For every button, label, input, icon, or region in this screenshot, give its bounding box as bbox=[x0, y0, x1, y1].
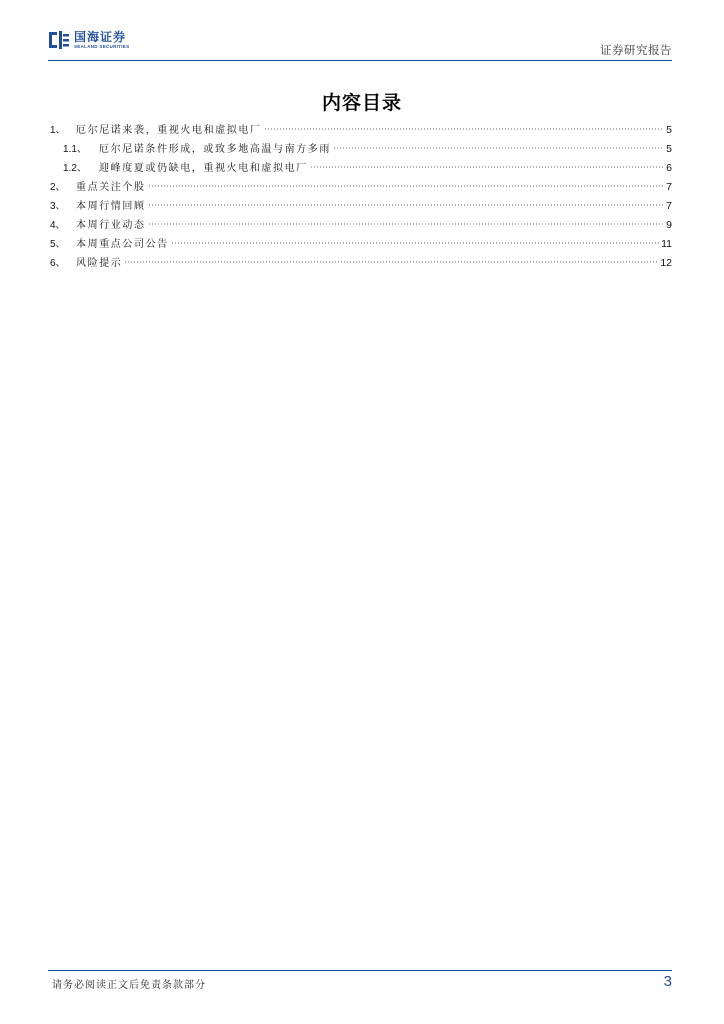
toc-entry-title: 本周重点公司公告 bbox=[76, 239, 169, 250]
toc-leader-dots bbox=[264, 128, 665, 130]
toc-entry-title: 本周行情回顾 bbox=[76, 201, 146, 212]
company-logo bbox=[48, 30, 129, 50]
toc-entry[interactable] bbox=[50, 216, 672, 235]
toc-entry-number: 5、 bbox=[50, 239, 66, 250]
toc-entry-title: 迎峰度夏或仍缺电，重视火电和虚拟电厂 bbox=[99, 163, 308, 174]
toc-leader-dots bbox=[124, 261, 658, 263]
toc-entry-number: 3、 bbox=[50, 201, 66, 212]
toc-entry[interactable] bbox=[50, 235, 672, 254]
toc-leader-dots bbox=[310, 166, 664, 168]
toc-entry-page: 7 bbox=[666, 181, 672, 193]
toc-entry-number: 1.2、 bbox=[63, 163, 87, 174]
toc-leader-dots bbox=[333, 147, 664, 149]
table-of-contents bbox=[50, 121, 672, 273]
toc-entry[interactable] bbox=[50, 197, 672, 216]
toc-entry-title: 重点关注个股 bbox=[76, 182, 146, 193]
toc-entry-number: 2、 bbox=[50, 182, 66, 193]
disclaimer-note: 请务必阅读正文后免责条款部分 bbox=[52, 980, 206, 991]
toc-leader-dots bbox=[171, 242, 659, 244]
page-footer bbox=[48, 970, 672, 995]
toc-subentry[interactable] bbox=[50, 140, 672, 159]
toc-entry-page: 5 bbox=[666, 143, 672, 155]
toc-entry-number: 1、 bbox=[50, 125, 66, 136]
toc-entry-title: 本周行业动态 bbox=[76, 220, 146, 231]
toc-entry[interactable] bbox=[50, 254, 672, 273]
logo-chinese-name: 国海证券 bbox=[74, 29, 127, 44]
sealand-logo-icon bbox=[48, 30, 70, 50]
toc-entry-number: 6、 bbox=[50, 258, 66, 269]
report-type-label: 证券研究报告 bbox=[600, 43, 672, 57]
toc-entry-title: 厄尔尼诺来袭，重视火电和虚拟电厂 bbox=[76, 125, 262, 136]
toc-entry-page: 12 bbox=[660, 257, 672, 269]
toc-entry-number: 4、 bbox=[50, 220, 66, 231]
toc-title: 内容目录 bbox=[321, 92, 402, 114]
toc-leader-dots bbox=[148, 185, 665, 187]
toc-entry-title: 风险提示 bbox=[76, 258, 123, 269]
page-header bbox=[48, 30, 672, 61]
toc-leader-dots bbox=[148, 223, 665, 225]
toc-subentry[interactable] bbox=[50, 159, 672, 178]
toc-leader-dots bbox=[148, 204, 665, 206]
toc-entry-title: 厄尔尼诺条件形成，或致多地高温与南方多雨 bbox=[99, 144, 331, 155]
toc-entry-number: 1.1、 bbox=[63, 144, 87, 155]
toc-entry[interactable] bbox=[50, 121, 672, 140]
toc-entry-page: 7 bbox=[666, 200, 672, 212]
toc-entry-page: 5 bbox=[666, 124, 672, 136]
toc-entry-page: 9 bbox=[666, 219, 672, 231]
toc-entry-page: 6 bbox=[666, 162, 672, 174]
toc-entry-page: 11 bbox=[661, 238, 672, 250]
logo-english-name: SEALAND SECURITIES bbox=[74, 43, 130, 49]
page-number: 3 bbox=[663, 973, 672, 990]
toc-entry[interactable] bbox=[50, 178, 672, 197]
